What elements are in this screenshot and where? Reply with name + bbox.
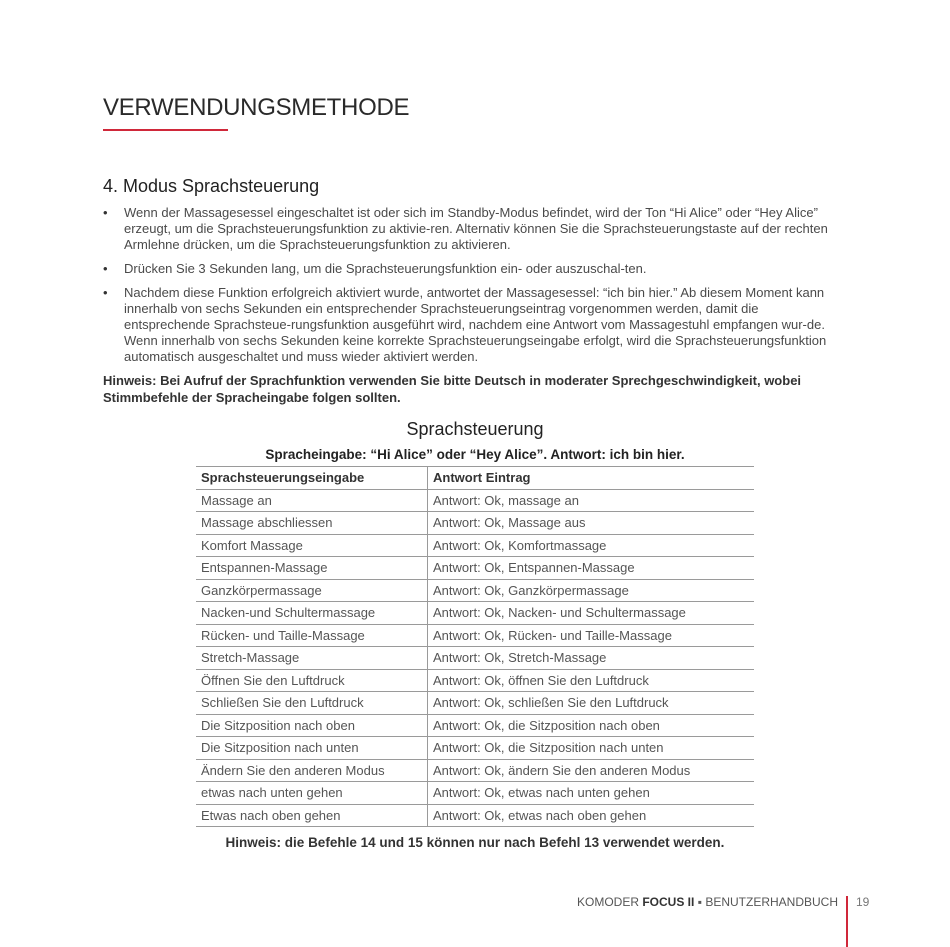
page-title: VERWENDUNGSMETHODE xyxy=(103,94,410,121)
response-cell: Antwort: Ok, Rücken- und Taille-Massage xyxy=(428,624,755,647)
command-cell: Die Sitzposition nach unten xyxy=(196,737,428,760)
response-cell: Antwort: Ok, massage an xyxy=(428,489,755,512)
table-row xyxy=(196,512,754,535)
table-row xyxy=(196,782,754,805)
bullet-dot-icon: • xyxy=(103,285,108,300)
footer xyxy=(577,895,838,909)
response-cell: Antwort: Ok, Entspannen-Massage xyxy=(428,557,755,580)
table-row xyxy=(196,647,754,670)
response-cell: Antwort: Ok, öffnen Sie den Luftdruck xyxy=(428,669,755,692)
bullet-item xyxy=(103,285,838,365)
footer-doc-name: BENUTZERHANDBUCH xyxy=(705,895,838,909)
table-row xyxy=(196,737,754,760)
note-text: Hinweis: Bei Aufruf der Sprachfunktion verwenden Sie bitte Deutsch in moderater Sprechgeschwindigkeit, wobei Stimmbefehle der Spracheingabe folgen sollten. xyxy=(103,373,802,405)
command-cell: Ganzkörpermassage xyxy=(196,579,428,602)
command-cell: Massage an xyxy=(196,489,428,512)
table-note: Hinweis: die Befehle 14 und 15 können nur nach Befehl 13 verwendet werden. xyxy=(225,835,725,850)
title-underline xyxy=(103,129,228,131)
bullet-text: Drücken Sie 3 Sekunden lang, um die Sprachsteuerungsfunktion ein- oder auszuschal-ten. xyxy=(124,261,647,276)
command-cell: Schließen Sie den Luftdruck xyxy=(196,692,428,715)
response-cell: Antwort: Ok, etwas nach unten gehen xyxy=(428,782,755,805)
response-cell: Antwort: Ok, Stretch-Massage xyxy=(428,647,755,670)
response-cell: Antwort: Ok, Ganzkörpermassage xyxy=(428,579,755,602)
footer-separator: ▪ xyxy=(697,895,702,909)
table-row xyxy=(196,804,754,827)
table-row xyxy=(196,624,754,647)
bullet-list xyxy=(103,205,838,373)
column-header-response: Antwort Eintrag xyxy=(428,467,755,490)
command-cell: Etwas nach oben gehen xyxy=(196,804,428,827)
page-number: 19 xyxy=(856,895,870,909)
response-cell: Antwort: Ok, Massage aus xyxy=(428,512,755,535)
response-cell: Antwort: Ok, etwas nach oben gehen xyxy=(428,804,755,827)
command-cell: Entspannen-Massage xyxy=(196,557,428,580)
response-cell: Antwort: Ok, schließen Sie den Luftdruck xyxy=(428,692,755,715)
footer-divider xyxy=(846,896,848,947)
bullet-dot-icon: • xyxy=(103,205,108,220)
footer-product: FOCUS II xyxy=(642,895,695,909)
table-row xyxy=(196,714,754,737)
command-cell: Die Sitzposition nach oben xyxy=(196,714,428,737)
table-row xyxy=(196,534,754,557)
table-title: Sprachsteuerung xyxy=(406,419,544,439)
table-row xyxy=(196,557,754,580)
response-cell: Antwort: Ok, die Sitzposition nach oben xyxy=(428,714,755,737)
command-cell: etwas nach unten gehen xyxy=(196,782,428,805)
table-subtitle: Spracheingabe: “Hi Alice” oder “Hey Alice”. Antwort: ich bin hier. xyxy=(265,447,685,462)
command-cell: Rücken- und Taille-Massage xyxy=(196,624,428,647)
command-cell: Komfort Massage xyxy=(196,534,428,557)
response-cell: Antwort: Ok, Komfortmassage xyxy=(428,534,755,557)
voice-command-table xyxy=(196,466,754,827)
response-cell: Antwort: Ok, Nacken- und Schultermassage xyxy=(428,602,755,625)
table-header-row xyxy=(196,467,754,490)
command-cell: Öffnen Sie den Luftdruck xyxy=(196,669,428,692)
table-row xyxy=(196,579,754,602)
column-header-input: Sprachsteuerungseingabe xyxy=(196,467,428,490)
response-cell: Antwort: Ok, die Sitzposition nach unten xyxy=(428,737,755,760)
command-cell: Massage abschliessen xyxy=(196,512,428,535)
bullet-text: Wenn der Massagesessel eingeschaltet ist oder sich im Standby-Modus befindet, wird der Ton “Hi Alice” oder “Hey Alice” erzeugt, um die Sprachsteuerungsfunktion zu aktivie-ren. Alternativ können Sie die Sprachsteuerungstaste auf der rechten Armlehne drücken, um die Sprachsteuerungsfunktion zu aktivieren. xyxy=(124,205,828,252)
section-heading: 4. Modus Sprachsteuerung xyxy=(103,176,320,196)
table-row xyxy=(196,692,754,715)
table-row xyxy=(196,759,754,782)
command-cell: Ändern Sie den anderen Modus xyxy=(196,759,428,782)
table-body xyxy=(196,489,754,827)
bullet-item xyxy=(103,205,838,253)
bullet-dot-icon: • xyxy=(103,261,108,276)
footer-brand: KOMODER xyxy=(576,895,639,909)
command-cell: Nacken-und Schultermassage xyxy=(196,602,428,625)
table-row xyxy=(196,602,754,625)
table-row xyxy=(196,489,754,512)
table-row xyxy=(196,669,754,692)
command-cell: Stretch-Massage xyxy=(196,647,428,670)
response-cell: Antwort: Ok, ändern Sie den anderen Modus xyxy=(428,759,755,782)
bullet-item xyxy=(103,261,838,277)
bullet-text: Nachdem diese Funktion erfolgreich aktiviert wurde, antwortet der Massagesessel: “ich bin hier.” Ab diesem Moment kann innerhalb von sechs Sekunden ein entsprechender Sprachsteuerungseintrag vorgenommen werden, damit die entsprechende Sprachsteue-rungsfunktion ausgeführt wird, nachdem eine Antwort vom Massagestuhl empfangen wur-de. Wenn innerhalb von sechs Sekunden keine korrekte Sprachsteuerungseingabe erfolgt, wird die Sprachsteuerungsfunktion automatisch ausgeschaltet und muss wieder aktiviert werden. xyxy=(124,285,827,364)
